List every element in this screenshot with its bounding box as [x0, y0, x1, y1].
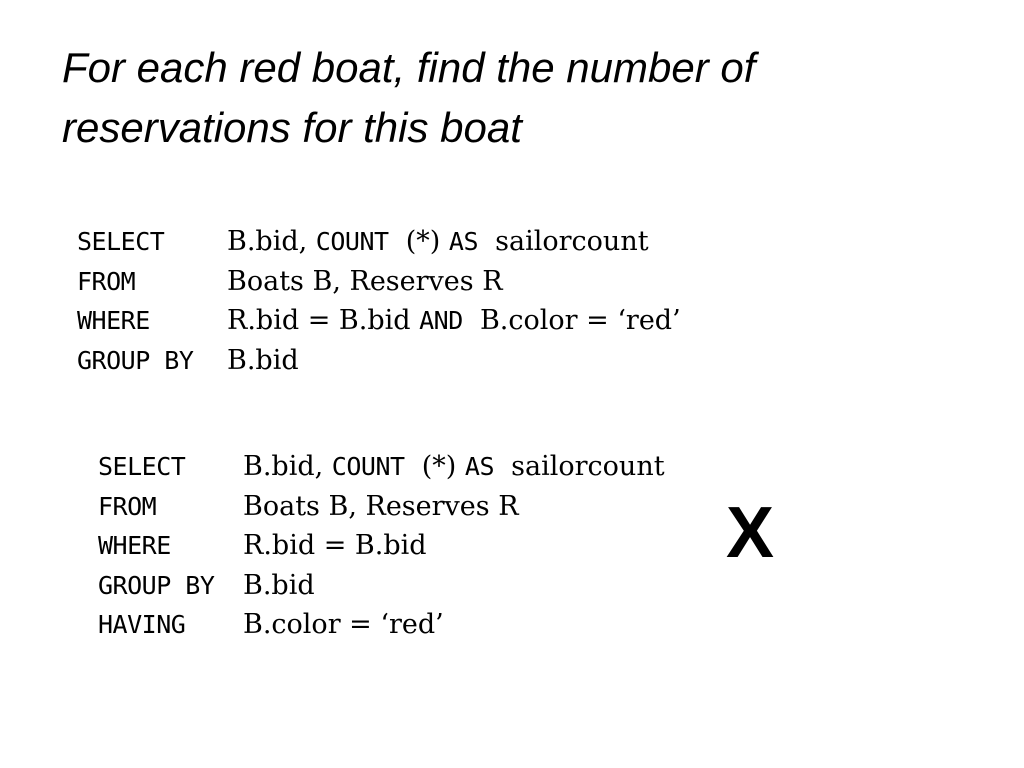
- sql-clause-body: [243, 609, 444, 640]
- sql-clause-keyword: GROUP BY: [98, 570, 215, 600]
- sql-line: [77, 266, 681, 306]
- sql-keyword: AS: [464, 452, 494, 481]
- sql-clause-keyword: HAVING: [98, 610, 186, 639]
- sql-expression: B.bid,: [243, 451, 332, 482]
- sql-line: [77, 226, 681, 266]
- sql-clause-body: [243, 491, 519, 522]
- sql-clause-keyword: SELECT: [77, 227, 165, 256]
- sql-keyword: COUNT: [315, 227, 389, 256]
- sql-expression: B.color = ‘red’: [243, 609, 444, 640]
- sql-clause-body: [227, 226, 649, 257]
- sql-expression: (*): [388, 226, 449, 257]
- sql-query-incorrect: [98, 451, 665, 649]
- sql-expression: sailorcount: [478, 226, 649, 257]
- sql-clause-keyword: FROM: [98, 491, 157, 521]
- sql-line: [98, 530, 665, 570]
- sql-clause-body: [227, 345, 299, 376]
- sql-expression: R.bid = B.bid: [227, 305, 420, 336]
- sql-clause-keyword: FROM: [77, 266, 136, 296]
- sql-clause-keyword: SELECT: [98, 452, 186, 481]
- sql-clause-body: [243, 451, 665, 482]
- sql-expression: Boats B, Reserves R: [243, 490, 519, 522]
- sql-clause-keyword: WHERE: [98, 531, 171, 560]
- sql-clause-body: [243, 570, 315, 601]
- sql-expression: Boats B, Reserves R: [227, 265, 503, 297]
- sql-query-correct: [77, 226, 681, 384]
- title-line-1: For each red boat, find the number of: [62, 44, 756, 91]
- sql-line: [98, 491, 665, 531]
- sql-expression: B.bid,: [227, 226, 316, 257]
- sql-expression: B.color = ‘red’: [462, 305, 681, 336]
- sql-line: [77, 345, 681, 385]
- sql-line: [77, 305, 681, 345]
- sql-expression: R.bid = B.bid: [243, 530, 427, 561]
- sql-line: [98, 570, 665, 610]
- sql-clause-body: [243, 530, 427, 561]
- sql-clause-keyword: GROUP BY: [77, 345, 194, 375]
- sql-keyword: COUNT: [331, 452, 405, 481]
- incorrect-mark: X: [726, 493, 775, 573]
- sql-keyword: AND: [419, 306, 463, 335]
- sql-clause-body: [227, 305, 681, 336]
- sql-expression: B.bid: [243, 569, 315, 601]
- sql-keyword: AS: [448, 227, 478, 256]
- sql-line: [98, 451, 665, 491]
- sql-expression: (*): [404, 451, 465, 482]
- sql-clause-keyword: WHERE: [77, 306, 150, 335]
- sql-expression: sailorcount: [494, 451, 665, 482]
- sql-clause-body: [227, 266, 503, 297]
- sql-line: [98, 609, 665, 649]
- sql-expression: B.bid: [227, 344, 299, 376]
- title-line-2: reservations for this boat: [62, 104, 522, 151]
- slide-title: [62, 38, 962, 158]
